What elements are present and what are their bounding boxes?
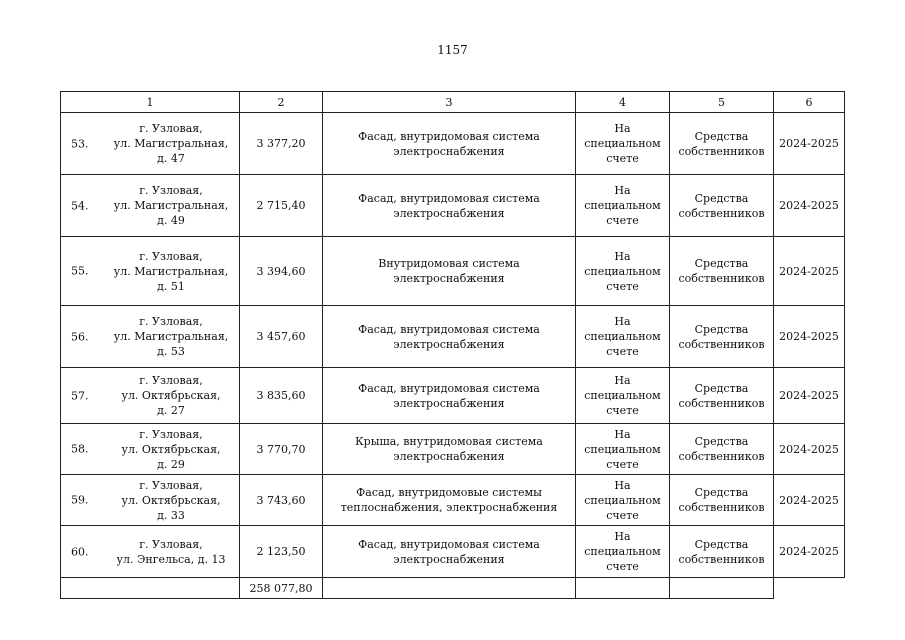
funding-source-line: собственников <box>678 450 765 463</box>
period-cell: 2024-2025 <box>774 237 845 306</box>
funding-source-line: собственников <box>678 396 765 410</box>
account-line: специальном <box>584 442 661 456</box>
account-line: счете <box>606 508 639 522</box>
address-text <box>114 121 229 166</box>
repair-program-table <box>60 91 845 599</box>
period-cell: 2024-2025 <box>774 368 845 424</box>
table-row <box>61 368 845 424</box>
address-text <box>121 427 220 472</box>
account-cell <box>576 526 670 578</box>
funding-source-line: Средства <box>694 191 749 205</box>
account-line: специальном <box>584 545 661 558</box>
header-cell: 1 <box>61 92 240 113</box>
account-line: специальном <box>584 493 661 507</box>
account-line: счете <box>606 404 639 417</box>
cost-cell: 3 770,70 <box>240 424 323 475</box>
header-cell: 6 <box>774 92 845 113</box>
funding-source-cell <box>670 113 774 175</box>
header-cell: 3 <box>323 92 576 113</box>
account-line: специальном <box>584 199 661 212</box>
works-cell <box>323 175 576 237</box>
header-cell: 5 <box>670 92 774 113</box>
funding-source-line: собственников <box>678 144 765 158</box>
works-line: электроснабжения <box>393 552 505 566</box>
funding-source-line: Средства <box>694 257 749 270</box>
account-line: счете <box>606 457 639 471</box>
address-line: д. 33 <box>157 508 185 522</box>
row-number: 59. <box>71 493 89 507</box>
table-row <box>61 424 845 475</box>
funding-source-line: собственников <box>678 552 765 566</box>
cost-cell: 2 715,40 <box>240 175 323 237</box>
funding-source-cell <box>670 526 774 578</box>
header-cell: 4 <box>576 92 670 113</box>
account-line: На <box>614 427 631 441</box>
address-line: д. 47 <box>157 152 185 165</box>
works-line: теплоснабжения, электроснабжения <box>340 501 558 514</box>
account-line: специальном <box>584 330 661 343</box>
address-line: ул. Магистральная, <box>113 137 229 150</box>
period-cell: 2024-2025 <box>774 306 845 368</box>
page-number: 1157 <box>437 43 468 57</box>
address-line: ул. Энгельса, д. 13 <box>116 552 226 566</box>
header-cell: 2 <box>240 92 323 113</box>
address-line: г. Узловая, <box>139 315 203 328</box>
row-number: 58. <box>71 442 89 456</box>
period-cell: 2024-2025 <box>774 526 845 578</box>
funding-source-line: собственников <box>678 272 765 285</box>
table-row <box>61 237 845 306</box>
account-line: специальном <box>584 389 661 402</box>
row-number: 53. <box>71 137 89 150</box>
address-text <box>117 537 226 567</box>
address-line: г. Узловая, <box>139 374 203 387</box>
account-line: счете <box>606 560 639 573</box>
address-line: д. 49 <box>157 214 185 227</box>
total-empty-cell <box>61 578 240 599</box>
total-empty-cell <box>323 578 576 599</box>
account-line: специальном <box>584 264 661 278</box>
total-empty-cell <box>670 578 774 599</box>
address-line: д. 29 <box>157 457 185 471</box>
account-cell <box>576 113 670 175</box>
address-cell <box>61 306 240 368</box>
funding-source-line: Средства <box>694 435 749 448</box>
table-row <box>61 175 845 237</box>
address-line: г. Узловая, <box>139 427 203 441</box>
cost-cell: 3 394,60 <box>240 237 323 306</box>
address-line: д. 27 <box>157 404 185 417</box>
address-text <box>114 314 229 359</box>
works-line: Фасад, внутридомовые системы <box>356 486 542 499</box>
funding-source-line: собственников <box>678 206 765 220</box>
row-number: 57. <box>71 389 89 402</box>
works-line: Фасад, внутридомовая система <box>358 381 540 395</box>
account-cell <box>576 306 670 368</box>
account-cell <box>576 237 670 306</box>
row-number: 55. <box>71 264 89 278</box>
address-cell <box>61 424 240 475</box>
address-text <box>121 478 220 523</box>
row-number: 56. <box>71 330 89 343</box>
address-line: ул. Октябрьская, <box>121 493 221 507</box>
address-cell <box>61 368 240 424</box>
address-cell <box>61 237 240 306</box>
funding-source-cell <box>670 306 774 368</box>
account-line: На <box>614 315 631 328</box>
address-line: г. Узловая, <box>139 537 203 551</box>
funding-source-cell <box>670 424 774 475</box>
period-cell: 2024-2025 <box>774 113 845 175</box>
address-cell <box>61 526 240 578</box>
address-line: д. 51 <box>157 279 185 293</box>
table-header-row <box>61 92 845 113</box>
account-line: На <box>614 374 631 387</box>
account-cell <box>576 424 670 475</box>
account-line: На <box>614 249 631 263</box>
address-text <box>114 249 229 294</box>
address-line: ул. Магистральная, <box>113 199 229 212</box>
works-line: Фасад, внутридомовая система <box>358 191 540 205</box>
account-line: специальном <box>584 137 661 150</box>
funding-source-cell <box>670 368 774 424</box>
address-line: ул. Октябрьская, <box>121 442 221 456</box>
funding-source-line: Средства <box>694 381 749 395</box>
works-cell <box>323 113 576 175</box>
works-line: электроснабжения <box>393 396 505 410</box>
works-line: Крыша, внутридомовая система <box>355 435 543 448</box>
address-line: ул. Октябрьская, <box>121 389 221 402</box>
works-line: Фасад, внутридомовая система <box>358 129 540 143</box>
works-line: электроснабжения <box>393 450 505 463</box>
cost-cell: 3 457,60 <box>240 306 323 368</box>
address-line: ул. Магистральная, <box>113 264 229 278</box>
table-row <box>61 306 845 368</box>
address-text <box>114 183 229 228</box>
works-line: Фасад, внутридомовая система <box>358 322 540 336</box>
funding-source-line: Средства <box>694 486 749 499</box>
cost-cell: 3 743,60 <box>240 475 323 526</box>
funding-source-line: Средства <box>694 322 749 336</box>
works-cell <box>323 424 576 475</box>
period-cell: 2024-2025 <box>774 475 845 526</box>
works-cell <box>323 475 576 526</box>
account-line: счете <box>606 279 639 293</box>
table-row <box>61 113 845 175</box>
works-line: Внутридомовая система электроснабжения <box>378 257 520 285</box>
row-number: 54. <box>71 199 89 212</box>
account-line: счете <box>606 152 639 165</box>
works-line: электроснабжения <box>393 206 505 220</box>
address-cell <box>61 113 240 175</box>
address-cell <box>61 175 240 237</box>
table-row <box>61 475 845 526</box>
period-cell: 2024-2025 <box>774 175 845 237</box>
address-line: г. Узловая, <box>139 249 203 263</box>
funding-source-line: собственников <box>678 501 765 514</box>
cost-cell: 3 835,60 <box>240 368 323 424</box>
total-row <box>61 578 845 599</box>
works-cell <box>323 306 576 368</box>
funding-source-cell <box>670 237 774 306</box>
works-line: электроснабжения <box>393 144 505 158</box>
funding-source-line: Средства <box>694 129 749 143</box>
address-text <box>121 373 220 418</box>
account-cell <box>576 475 670 526</box>
address-line: ул. Магистральная, <box>113 330 229 343</box>
works-line: электроснабжения <box>393 337 505 351</box>
row-number: 60. <box>71 545 89 558</box>
account-line: На <box>614 478 631 492</box>
account-line: На <box>614 122 631 135</box>
cost-cell: 3 377,20 <box>240 113 323 175</box>
address-line: г. Узловая, <box>139 478 203 492</box>
account-line: счете <box>606 345 639 358</box>
address-line: д. 53 <box>157 345 185 358</box>
period-cell: 2024-2025 <box>774 424 845 475</box>
address-line: г. Узловая, <box>139 184 203 197</box>
works-cell <box>323 368 576 424</box>
works-cell <box>323 237 576 306</box>
address-line: г. Узловая, <box>139 122 203 135</box>
total-empty-cell <box>576 578 670 599</box>
table-row <box>61 526 845 578</box>
funding-source-line: Средства <box>694 537 749 551</box>
funding-source-line: собственников <box>678 337 765 351</box>
works-line: Фасад, внутридомовая система <box>358 537 540 551</box>
cost-cell: 2 123,50 <box>240 526 323 578</box>
account-cell <box>576 175 670 237</box>
funding-source-cell <box>670 475 774 526</box>
total-cost-cell: 258 077,80 <box>240 578 323 599</box>
account-line: На <box>614 184 631 197</box>
funding-source-cell <box>670 175 774 237</box>
works-cell <box>323 526 576 578</box>
account-line: На <box>614 530 631 543</box>
account-cell <box>576 368 670 424</box>
address-cell <box>61 475 240 526</box>
account-line: счете <box>606 214 639 227</box>
